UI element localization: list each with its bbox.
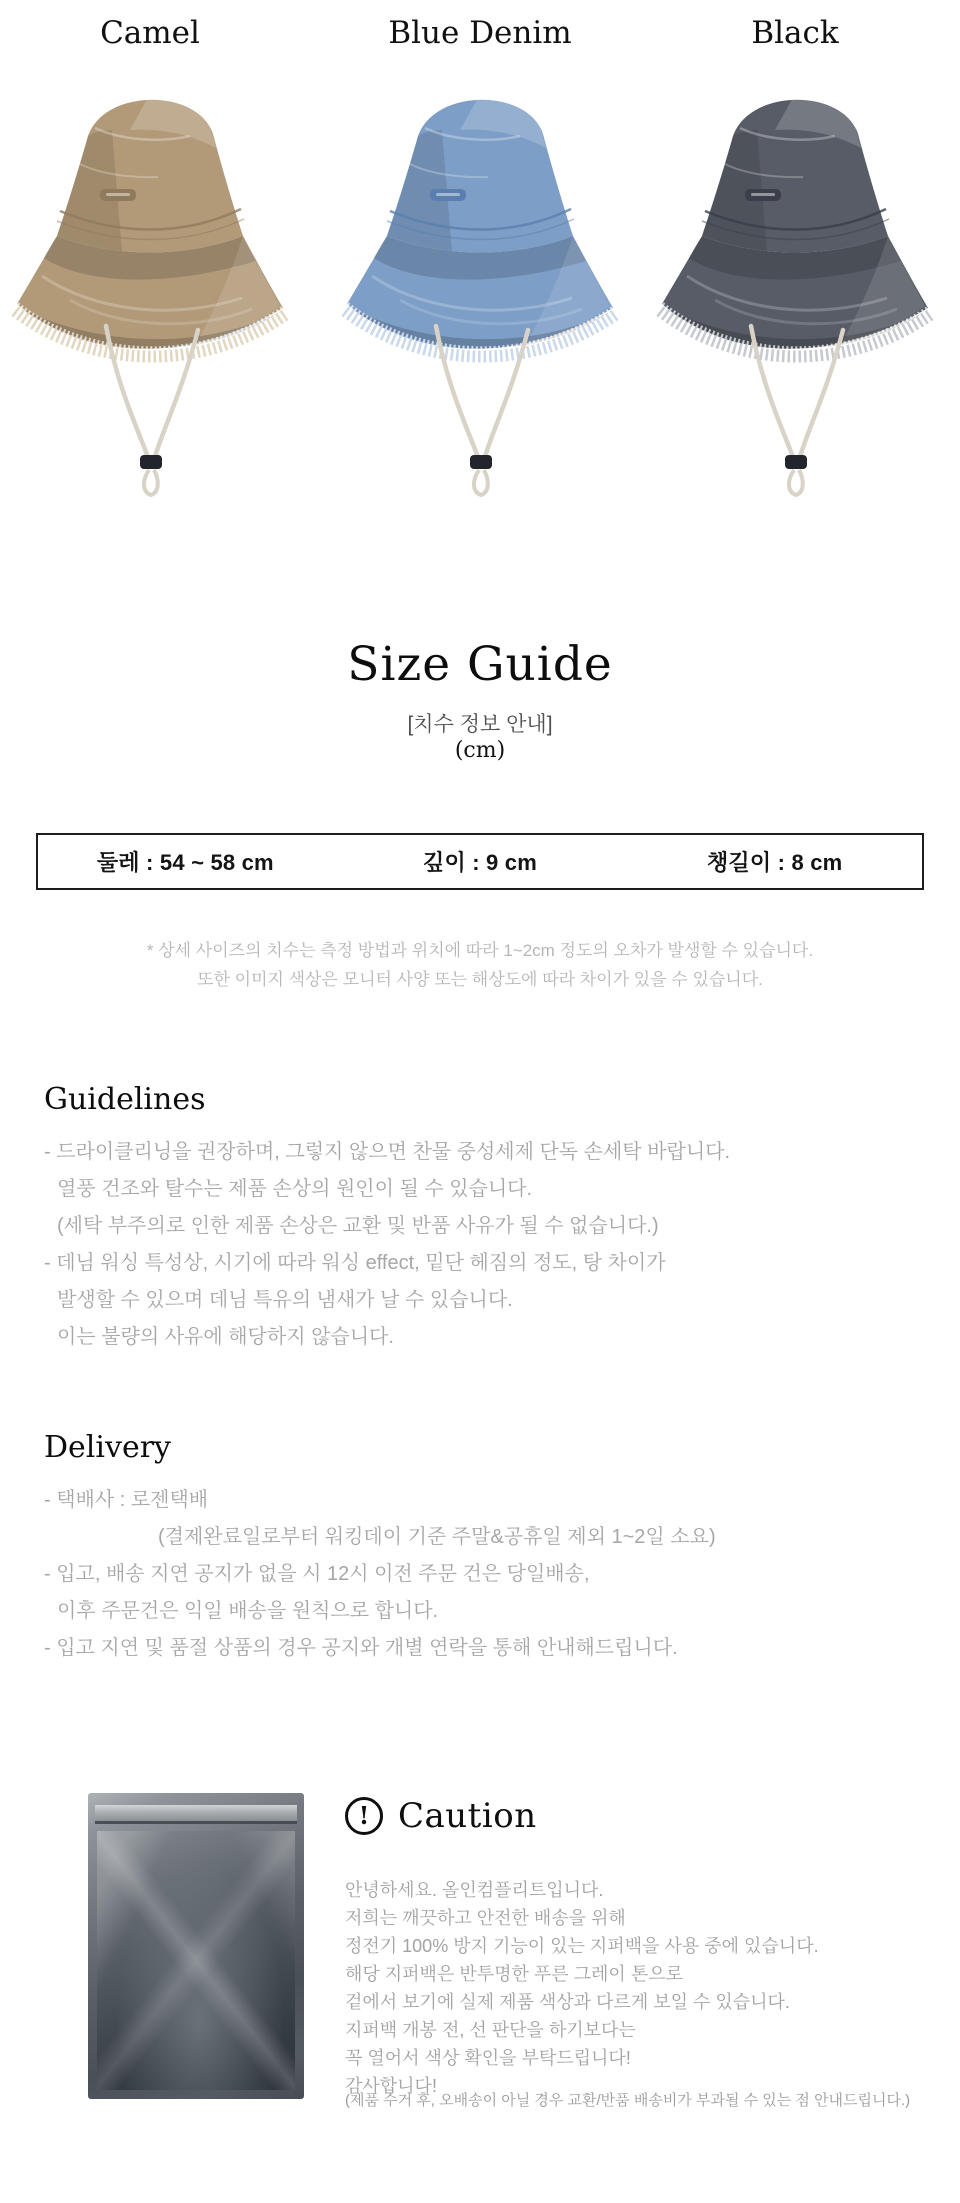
delivery-line: - 입고 지연 및 품절 상품의 경우 공지와 개별 연락을 통해 안내해드립니다. (44, 1637, 678, 1659)
bucket-hat-image (0, 68, 300, 498)
caution-line: 저희는 깨끗하고 안전한 배송을 위해 (345, 1908, 626, 1928)
size-table (36, 833, 924, 890)
size-guide-unit: (cm) (454, 738, 506, 763)
package-bag-image (88, 1793, 304, 2099)
delivery-line: - 입고, 배송 지연 공지가 없을 시 12시 이전 주문 건은 당일배송, (44, 1563, 590, 1585)
size-table-cell: 둘레 : 54 ~ 58 cm (96, 850, 274, 875)
size-table-cell: 챙길이 : 8 cm (706, 850, 843, 875)
guidelines-line: (세탁 부주의로 인한 제품 손상은 교환 및 반품 사유가 될 수 없습니다.) (57, 1215, 659, 1237)
hat-column (645, 10, 945, 498)
hat-label: Camel (100, 15, 200, 51)
hat-label: Blue Denim (388, 15, 572, 51)
size-disclaimer (0, 936, 960, 994)
caution-line: 감사합니다! (345, 2076, 437, 2096)
caution-line: 안녕하세요. 올인컴플리트입니다. (345, 1880, 604, 1900)
guidelines-section (44, 1080, 924, 1356)
guidelines-heading: Guidelines (44, 1082, 206, 1117)
bucket-hat-image (330, 68, 630, 498)
guidelines-body (44, 1134, 924, 1356)
hat-column (0, 10, 300, 498)
caution-title: Caution (398, 1796, 537, 1836)
caution-line: 정전기 100% 방지 기능이 있는 지퍼백을 사용 중에 있습니다. (345, 1936, 819, 1956)
hats-row (0, 10, 960, 570)
guidelines-line: - 데님 워싱 특성상, 시기에 따라 워싱 effect, 밑단 헤짐의 정도, 탕 차이가 (44, 1252, 666, 1274)
caution-footnote: (제품 수거 후, 오배송이 아닐 경우 교환/반품 배송비가 부과될 수 있는 점 안내드립니다.) (345, 2092, 911, 2109)
caution-line: 지퍼백 개봉 전, 선 판단을 하기보다는 (345, 2020, 636, 2040)
bucket-hat-image (645, 68, 945, 498)
guidelines-line: 이는 불량의 사유에 해당하지 않습니다. (57, 1326, 394, 1348)
caution-heading (345, 1796, 537, 1836)
size-guide-title: Size Guide (347, 637, 613, 692)
caution-line: 꼭 열어서 색상 확인을 부탁드립니다! (345, 2048, 631, 2068)
hat-label: Black (751, 15, 839, 51)
delivery-heading: Delivery (44, 1430, 171, 1465)
delivery-line: - 택배사 : 로젠택배 (44, 1489, 209, 1511)
hat-column (330, 10, 630, 498)
disclaimer-line: 또한 이미지 색상은 모니터 사양 또는 해상도에 따라 차이가 있을 수 있습니다. (197, 970, 763, 989)
warning-icon: ! (345, 1797, 383, 1835)
caution-body (345, 1876, 945, 2100)
guidelines-line: - 드라이클리닝을 권장하며, 그렇지 않으면 찬물 중성세제 단독 손세탁 바랍니다. (44, 1141, 731, 1163)
guidelines-line: 열풍 건조와 탈수는 제품 손상의 원인이 될 수 있습니다. (57, 1178, 533, 1200)
caution-line: 해당 지퍼백은 반투명한 푸른 그레이 톤으로 (345, 1964, 683, 1984)
delivery-line: 이후 주문건은 익일 배송을 원칙으로 합니다. (57, 1600, 439, 1622)
guidelines-line: 발생할 수 있으며 데님 특유의 냄새가 날 수 있습니다. (57, 1289, 513, 1311)
size-guide-subtitle: [치수 정보 안내] (407, 713, 553, 736)
disclaimer-line: * 상세 사이즈의 치수는 측정 방법과 위치에 따라 1~2cm 정도의 오차가 발생할 수 있습니다. (146, 941, 814, 960)
package-bag-inner (97, 1831, 295, 2090)
delivery-body (44, 1482, 924, 1667)
delivery-line: (결제완료일로부터 워킹데이 기준 주말&공휴일 제외 1~2일 소요) (158, 1526, 716, 1548)
delivery-section (44, 1428, 924, 1667)
size-table-cell: 깊이 : 9 cm (423, 850, 537, 875)
caution-line: 겉에서 보기에 실제 제품 색상과 다르게 보일 수 있습니다. (345, 1992, 790, 2012)
